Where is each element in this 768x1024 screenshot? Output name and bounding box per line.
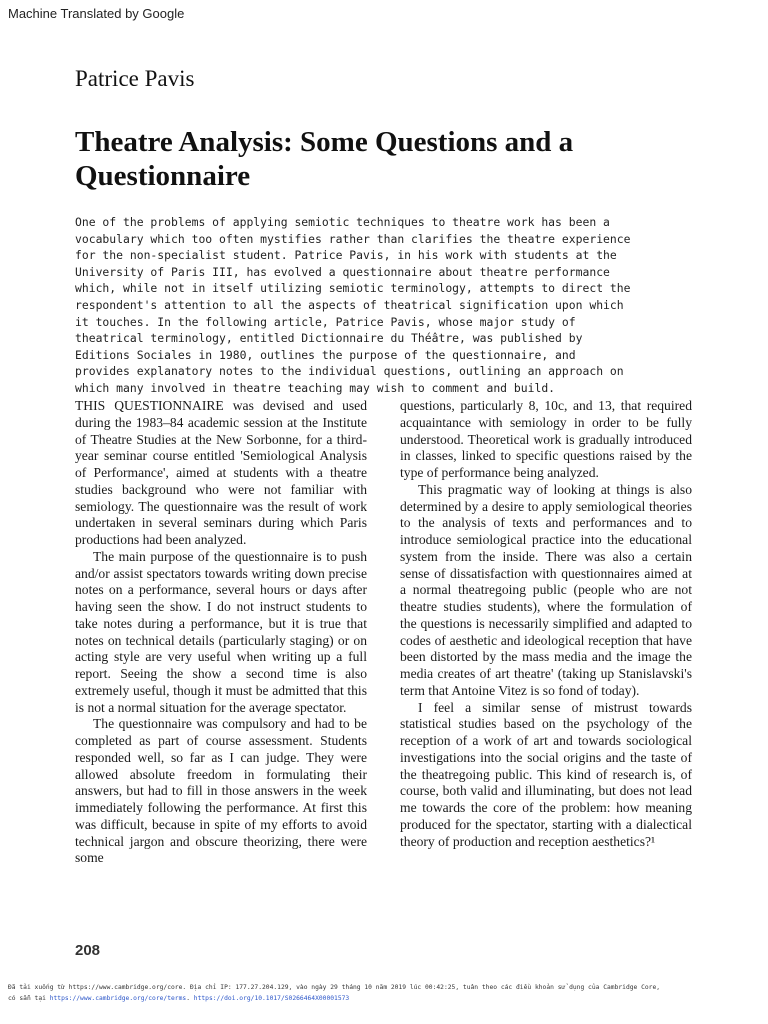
download-footer xyxy=(8,982,760,1004)
doi-link[interactable]: https://doi.org/10.1017/S0266464X00001573 xyxy=(193,995,350,1002)
paragraph: I feel a similar sense of mistrust towards statistical studies based on the psychology of the reception of a work of art and towards sociological investigations into the social origins and the taste of the theatregoing public. This kind of research is, of course, both valid and illuminating, but does not lead me towards the core of the problem: how meaning produced for the spectator, starting with a dialectical theory of production and reception aesthetics?¹ xyxy=(400,699,692,849)
paragraph: questions, particularly 8, 10c, and 13, that required acquaintance with semiology in order to be fully understood. Theoretical work is gradually introduced in classes, linked to specific questions raised by the type of performance being analyzed. xyxy=(400,398,692,480)
paragraph: The main purpose of the questionnaire is to push and/or assist spectators towards writing down precise notes on a performance, several hours or days after having seen the show. I do not instruct students to take notes during a performance, but it is true that notes on technical details (particularly staging) or on acting style are very useful when writing up a full report. Seeing the show a second time is also extremely useful, though it must be admitted that this is not a normal situation for the average spectator. xyxy=(75,548,367,715)
footer-separator: . xyxy=(186,995,194,1002)
article-abstract: One of the problems of applying semiotic techniques to theatre work has been a vocabulary which too often mystifies rather than clarifies the theatre experience for the non-specialist student. Patrice Pavis, in his work with students at the University of Paris III, has evolved a questionnaire about theatre performance which, while not in itself utilizing semiotic terminology, attempts to direct the respondent's attention to all the aspects of theatrical signification upon which it touches. In the following article, Patrice Pavis, whose major study of theatrical terminology, entitled Dictionnaire du Théâtre, was published by Editions Sociales in 1980, outlines the purpose of the questionnaire, and provides explanatory notes to the individual questions, outlining an approach on which many involved in theatre teaching may wish to comment and build. xyxy=(75,215,631,395)
author-name: Patrice Pavis xyxy=(75,66,195,91)
footer-prefix: có sẵn tại xyxy=(8,995,50,1002)
right-column xyxy=(400,398,692,850)
article-title: Theatre Analysis: Some Questions and a Questionnaire xyxy=(75,126,574,192)
left-column xyxy=(75,398,367,867)
footer-line xyxy=(8,993,760,1004)
terms-link[interactable]: https://www.cambridge.org/core/terms xyxy=(49,995,187,1002)
paragraph: The questionnaire was compulsory and had to be completed as part of course assessment. Students responded well, so far as I can judge. They were allowed absolute freedom in formulating their answers, but had to fill in those answers in the week immediately following the performance. At first this was difficult, because in spite of my efforts to avoid technical jargon and obscure theorizing, there were some xyxy=(75,716,367,866)
page-number: 208 xyxy=(75,942,101,959)
paragraph: This pragmatic way of looking at things is also determined by a desire to apply semiological theories to the analysis of texts and performances and to introduce semiological practice into the educational system from the inside. There was also a certain sense of dissatisfaction with questionnaires aimed at a normal theatregoing public (people who are not theatre studies students), where the formulation of the questions is necessarily simplified and adapted to codes of aesthetic and ideological reception that have been distorted by the mass media and the image the media creates of art theatre' (taking up Stanislavski's term that Antoine Vitez is so fond of today). xyxy=(400,481,692,698)
paragraph: THIS QUESTIONNAIRE was devised and used during the 1983–84 academic session at the Institute of Theatre Studies at the New Sorbonne, for a third-year seminar course entitled 'Semiological Analysis of Performance', aimed at students with a theatre studies background who were not familiar with semiology. The questionnaire was the result of work undertaken in several seminars during which Paris productions had been analyzed. xyxy=(75,398,367,547)
machine-translation-banner: Machine Translated by Google xyxy=(8,6,185,21)
footer-line: Đã tải xuống từ https://www.cambridge.org/core. Địa chỉ IP: 177.27.204.129, vào ngày 29 tháng 10 năm 2019 lúc 00:42:25, tuân theo các điều khoản sử dụng của Cambridge Core, xyxy=(8,984,661,991)
